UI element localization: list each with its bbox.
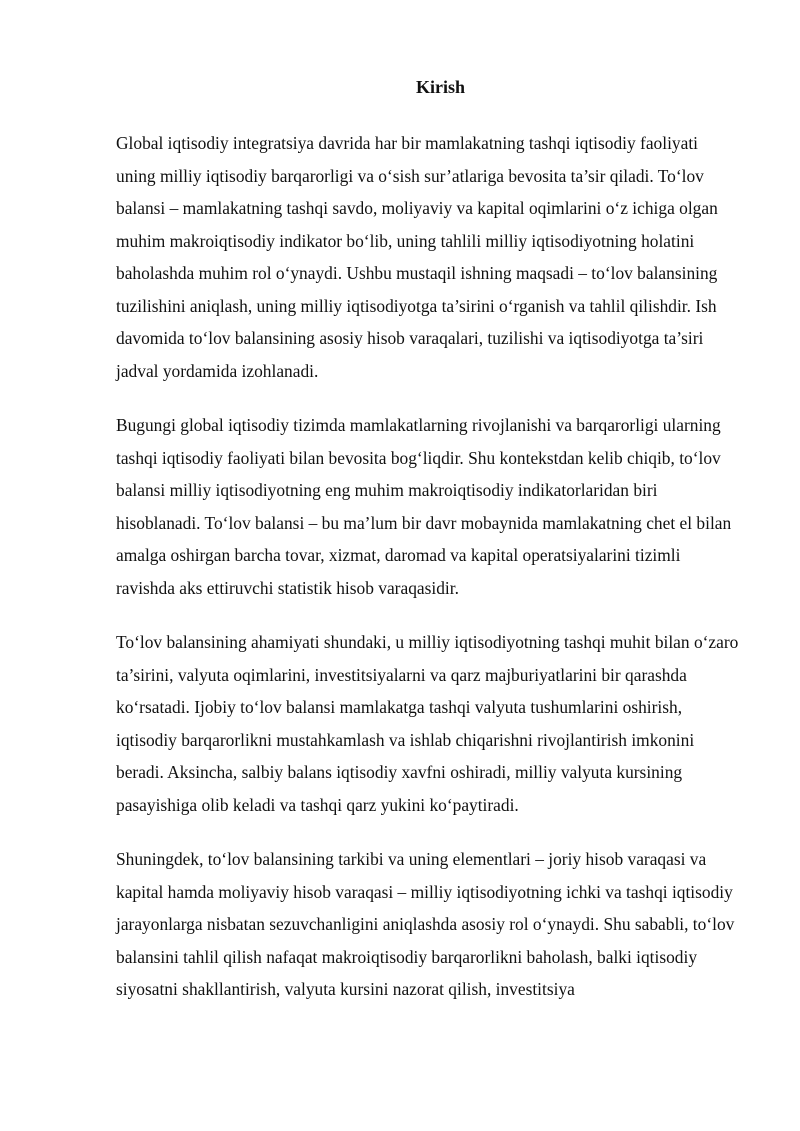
paragraph-global-economy: Bugungi global iqtisodiy tizimda mamlakatlarning rivojlanishi va barqarorligi ularning tashqi iqtisodiy faoliyati bilan bevosita bog‘liqdir. Shu kontekstdan kelib chiqib, to‘lov balansi milliy iqtisodiyotning eng muhim makroiqtisodiy indikatorlaridan biri hisoblanadi. To‘lov balansi – bu ma’lum bir davr mobaynida mamlakatning chet el bilan amalga oshirgan barcha tovar, xizmat, daromad va kapital operatsiyalarini tizimli ravishda aks ettiruvchi statistik hisob varaqasidir. <box>116 415 732 598</box>
paragraph-intro: Global iqtisodiy integratsiya davrida har bir mamlakatning tashqi iqtisodiy faoliyati uning milliy iqtisodiy barqarorligi va o‘sish sur’atlariga bevosita ta’sir qiladi. To‘lov balansi – mamlakatning tashqi savdo, moliyaviy va kapital oqimlarini o‘z ichiga olgan muhim makroiqtisodiy indikator bo‘lib, uning tahlili milliy iqtisodiyotning holatini baholashda muhim rol o‘ynaydi. Ushbu mustaqil ishning maqsadi – to‘lov balansining tuzilishini aniqlash, uning milliy iqtisodiyotga ta’sirini o‘rganish va tahlil qilishdir. Ish davomida to‘lov balansining asosiy hisob varaqalari, tuzilishi va iqtisodiyotga ta’siri jadval yordamida izohlanadi. <box>116 133 718 381</box>
page-title: Kirish <box>415 77 465 97</box>
paragraph-structure: Shuningdek, to‘lov balansining tarkibi va uning elementlari – joriy hisob varaqasi va kapital hamda moliyaviy hisob varaqasi – milliy iqtisodiyotning ichki va tashqi iqtisodiy jarayonlarga nisbatan sezuvchanligini aniqlashda asosiy rol o‘ynaydi. Shu sababli, to‘lov balansini tahlil qilish nafaqat makroiqtisodiy barqarorlikni baholash, balki iqtisodiy siyosatni shakllantirish, valyuta kursini nazorat qilish, investitsiya <box>116 849 735 999</box>
paragraph-importance: To‘lov balansining ahamiyati shundaki, u milliy iqtisodiyotning tashqi muhit bilan o‘zaro ta’sirini, valyuta oqimlarini, investitsiyalarni va qarz majburiyatlarini bir qarashda ko‘rsatadi. Ijobiy to‘lov balansi mamlakatga tashqi valyuta tushumlarini oshirish, iqtisodiy barqarorlikni mustahkamlash va ishlab chiqarishni rivojlantirish imkonini beradi. Aksincha, salbiy balans iqtisodiy xavfni oshiradi, milliy valyuta kursining pasayishiga olib keladi va tashqi qarz yukini ko‘paytiradi. <box>116 632 739 815</box>
